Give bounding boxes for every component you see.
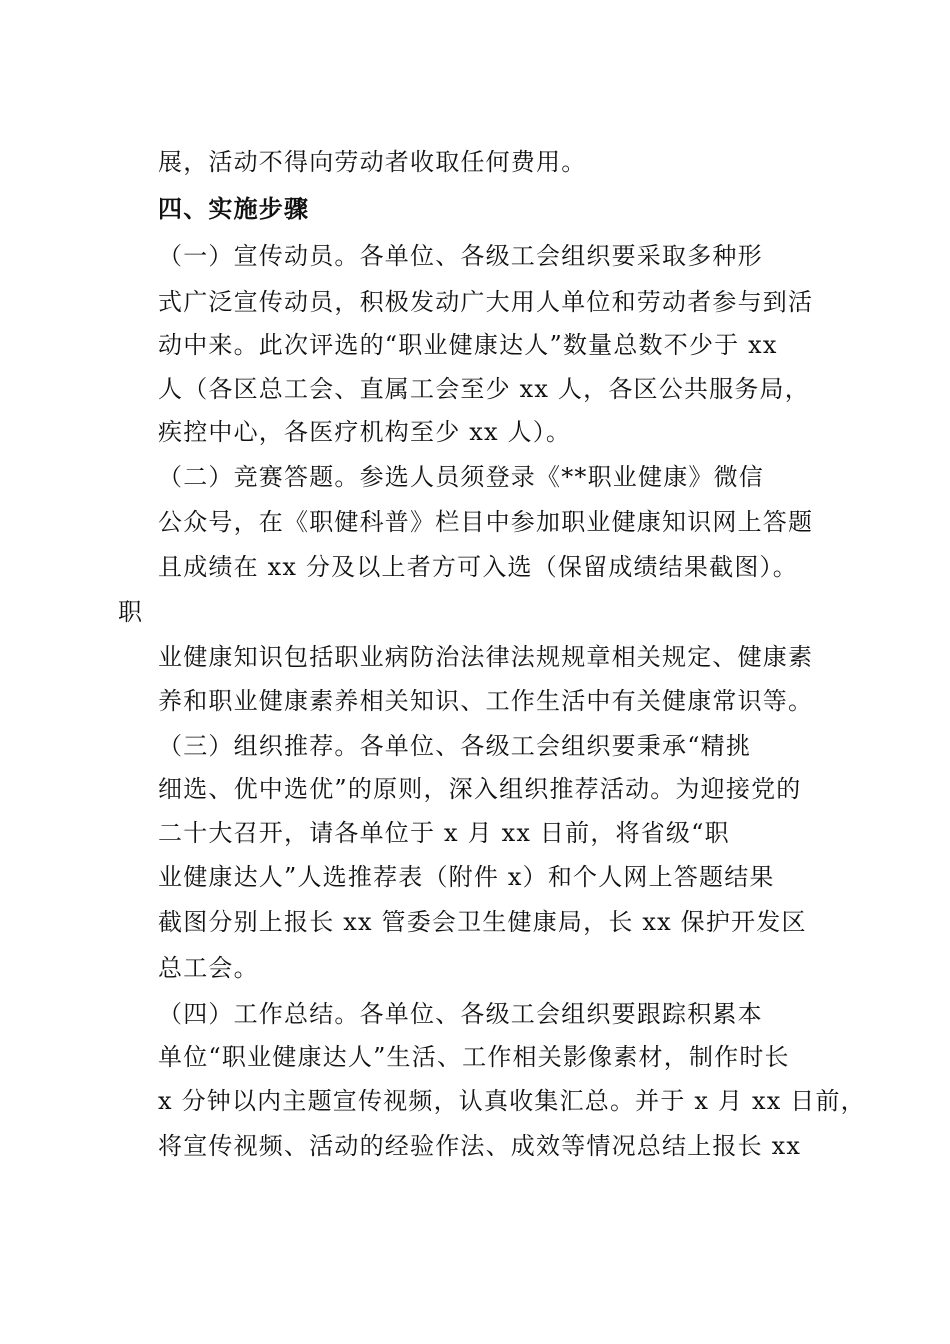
- paragraph-line: （一）宣传动员。各单位、各级工会组织要采取多种形: [158, 242, 763, 270]
- paragraph-line: （三）组织推荐。各单位、各级工会组织要秉承“精挑: [158, 732, 752, 760]
- paragraph-line: 细选、优中选优”的原则，深入组织推荐活动。为迎接党的: [158, 775, 802, 803]
- paragraph-line: 人（各区总工会、直属工会至少 xx 人，各区公共服务局，: [158, 375, 810, 403]
- paragraph-line: 业健康达人”人选推荐表（附件 x）和个人网上答题结果: [158, 863, 775, 891]
- paragraph-line: 截图分别上报长 xx 管委会卫生健康局，长 xx 保护开发区: [158, 908, 807, 936]
- paragraph-line: 职: [118, 598, 144, 626]
- paragraph-line: 将宣传视频、活动的经验作法、成效等情况总结上报长 xx: [158, 1132, 802, 1160]
- paragraph-line: （二）竞赛答题。参选人员须登录《**职业健康》微信: [158, 463, 764, 491]
- paragraph-line: 式广泛宣传动员，积极发动广大用人单位和劳动者参与到活: [158, 288, 814, 316]
- paragraph-line: 总工会。: [158, 954, 259, 982]
- paragraph-line: 二十大召开，请各单位于 x 月 xx 日前，将省级“职: [158, 819, 730, 847]
- section-heading: 四、实施步骤: [158, 195, 310, 223]
- paragraph-line: （四）工作总结。各单位、各级工会组织要跟踪积累本: [158, 1000, 763, 1028]
- paragraph-line: 业健康知识包括职业病防治法律法规规章相关规定、健康素: [158, 643, 814, 671]
- paragraph-line: 公众号，在《职健科普》栏目中参加职业健康知识网上答题: [158, 508, 814, 536]
- paragraph-line: 养和职业健康素养相关知识、工作生活中有关健康常识等。: [158, 687, 814, 715]
- paragraph-line: 疾控中心，各医疗机构至少 xx 人）。: [158, 418, 572, 446]
- paragraph-line: 展，活动不得向劳动者收取任何费用。: [158, 148, 587, 176]
- paragraph-line: 单位“职业健康达人”生活、工作相关影像素材，制作时长: [158, 1043, 790, 1071]
- paragraph-line: 动中来。此次评选的“职业健康达人”数量总数不少于 xx: [158, 331, 778, 359]
- paragraph-line: x 分钟以内主题宣传视频，认真收集汇总。并于 x 月 xx 日前，: [158, 1087, 866, 1115]
- paragraph-line: 且成绩在 xx 分及以上者方可入选（保留成绩结果截图）。: [158, 553, 798, 581]
